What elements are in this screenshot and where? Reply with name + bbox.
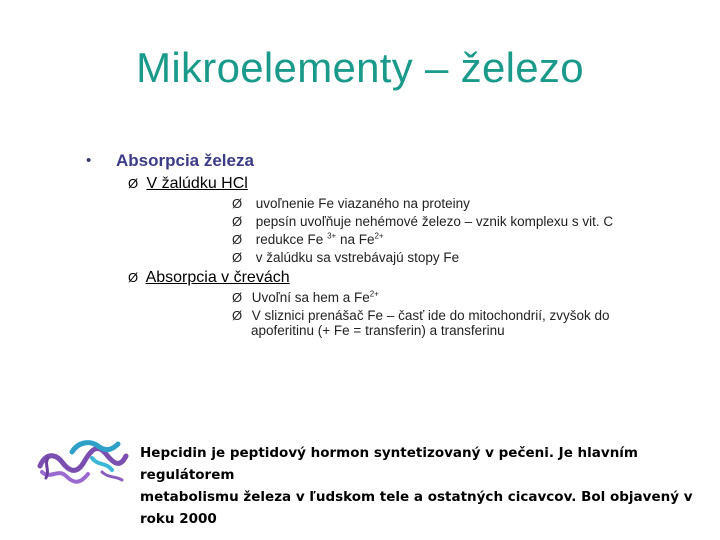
arrow-bullet-icon: Ø (232, 250, 243, 265)
arrow-bullet-icon: Ø (232, 232, 243, 247)
arrow-bullet-icon: Ø (128, 270, 139, 285)
intestine-label: Absorpcia v črevách (145, 269, 290, 286)
arrow-bullet-icon: Ø (232, 308, 243, 323)
intestine-item-continuation: apoferitinu (+ Fe = transferin) a transferinu (251, 323, 505, 338)
stomach-item: Ø v žalúdku sa vstrebávajú stopy Fe (232, 250, 460, 265)
hepcidin-note: Hepcidin je peptidový hormon syntetizovaný v pečeni. Je hlavním regulátorem metabolismu železa v ľudskom tele a ostatných cicavcov. Bol objavený v roku 2000 (140, 445, 693, 527)
arrow-bullet-icon: Ø (232, 214, 243, 229)
stomach-item: Ø uvoľnenie Fe viazaného na proteiny (232, 196, 470, 211)
hepcidin-protein-structure-icon (32, 432, 132, 492)
arrow-bullet-icon: Ø (128, 176, 139, 191)
bullet-dot: • (86, 152, 92, 169)
intestine-subheading (128, 269, 290, 287)
intestine-item: Ø V sliznici prenášač Fe – časť ide do mitochondrií, zvyšok do (232, 308, 610, 323)
section-heading: Absorpcia železa (116, 151, 254, 170)
arrow-bullet-icon: Ø (232, 290, 243, 305)
page-title: Mikroelementy – železo (136, 44, 584, 91)
stomach-item: Ø redukce Fe $^{3+}$ na $Fe^{2+}$ (232, 231, 384, 247)
stomach-label: V žalúdku HCl (146, 175, 248, 192)
stomach-subheading (128, 175, 248, 193)
arrow-bullet-icon: Ø (232, 196, 243, 211)
stomach-item: Ø pepsín uvoľňuje nehémové železo – vznik komplexu s vit. C (232, 214, 614, 229)
intestine-item: Ø Uvoľní sa hem a $Fe^{2+}$ (232, 289, 379, 305)
